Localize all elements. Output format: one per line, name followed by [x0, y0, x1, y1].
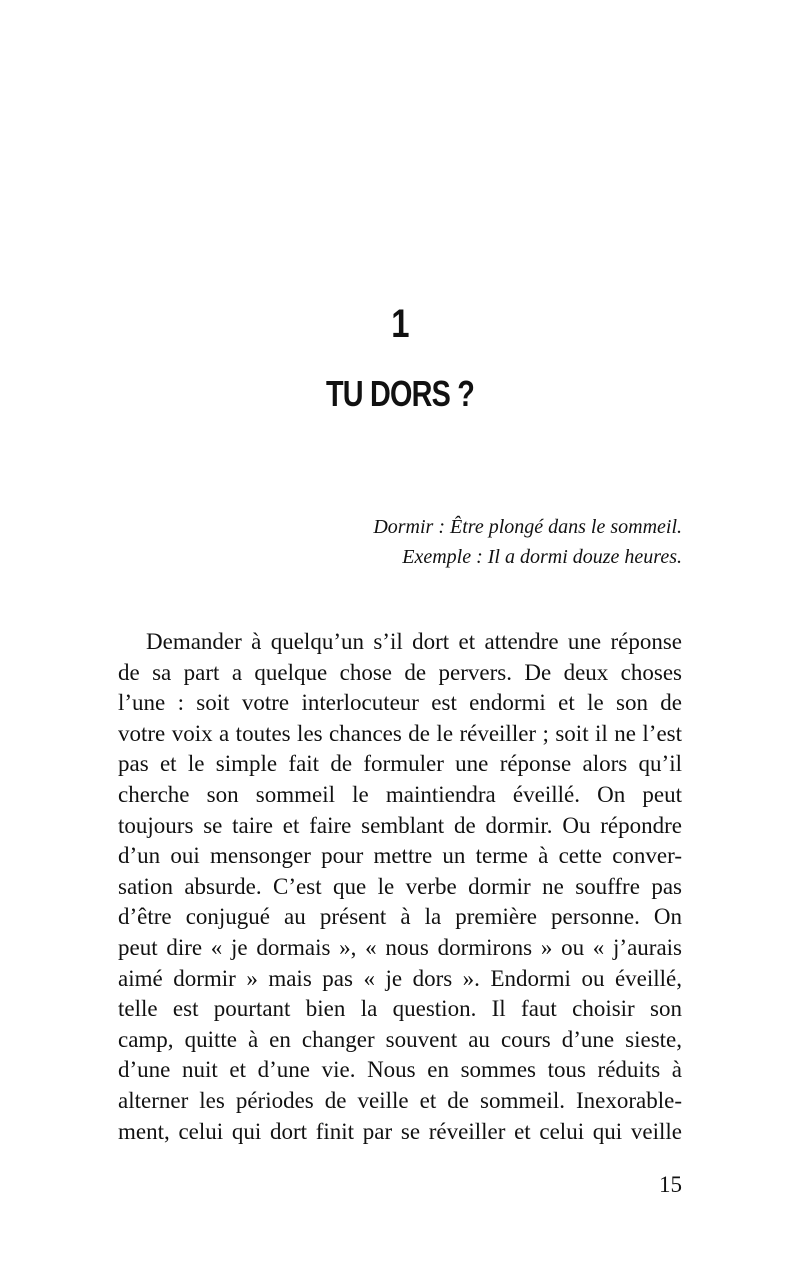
text-line: d’une nuit et d’une vie. Nous en sommes tous réduits à [118, 1057, 682, 1083]
text-line: votre voix a toutes les chances de le réveiller ; soit il ne l’est [118, 720, 682, 746]
chapter-number: 1 [391, 302, 409, 346]
text-line: toujours se taire et faire semblant de dormir. Ou répondre [118, 812, 682, 838]
text-line: ment, celui qui dort finit par se réveiller et celui qui veille [118, 1118, 682, 1144]
text-line: alterner les périodes de veille et de sommeil. Inexorable- [118, 1087, 682, 1113]
text-line: l’une : soit votre interlocuteur est endormi et le son de [118, 690, 682, 716]
text-line: pas et le simple fait de formuler une réponse alors qu’il [118, 751, 682, 777]
chapter-title: TU DORS ? [326, 373, 474, 414]
text-line: Demander à quelqu’un s’il dort et attendre une réponse [146, 629, 682, 654]
text-line: telle est pourtant bien la question. Il faut choisir son [118, 996, 682, 1022]
text-line: d’être conjugué au présent à la première personne. On [118, 904, 682, 930]
text-line: sation absurde. C’est que le verbe dormir ne souffre pas [118, 873, 682, 899]
body-paragraph [118, 627, 682, 1147]
text-line: peut dire « je dormais », « nous dormirons » ou « j’aurais [118, 934, 682, 960]
epigraph-example: Exemple : Il a dormi douze heures. [402, 546, 682, 568]
epigraph-definition: Dormir : Être plongé dans le sommeil. [373, 516, 682, 538]
page-number: 15 [659, 1172, 682, 1197]
text-line: de sa part a quelque chose de pervers. De deux choses [118, 659, 682, 685]
text-line: camp, quitte à en changer souvent au cours d’une sieste, [118, 1026, 682, 1052]
text-line: cherche son sommeil le maintiendra éveillé. On peut [118, 781, 682, 807]
text-line: aimé dormir » mais pas « je dors ». Endormi ou éveillé, [118, 965, 682, 991]
text-line: d’un oui mensonger pour mettre un terme à cette conver- [118, 843, 682, 869]
epigraph [162, 512, 682, 572]
